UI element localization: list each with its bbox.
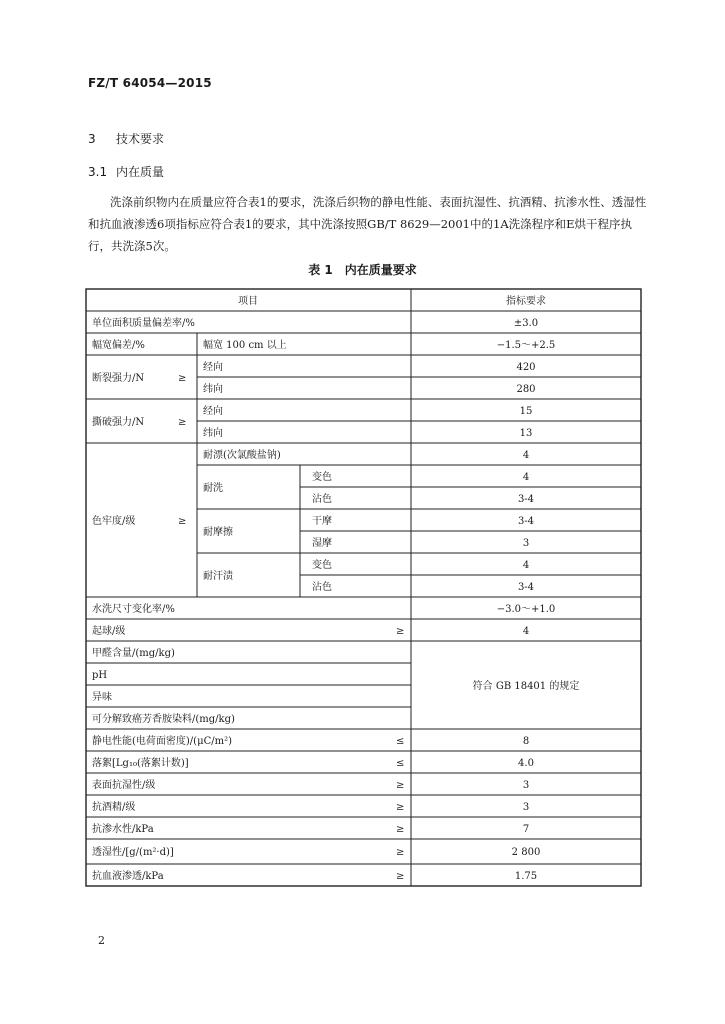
row-colorfast-symbol: ≥	[178, 516, 187, 527]
row-colorfast-rub-wet: 湿摩	[312, 538, 332, 549]
row-width-label: 幅宽偏差/%	[92, 340, 145, 351]
row-colorfast-wash-stain: 沾色	[312, 494, 332, 505]
row-tensile-label: 断裂强力/N	[92, 373, 145, 384]
row-colorfast-label: 色牢度/级	[92, 516, 136, 527]
row-shrink-value: −3.0～+1.0	[496, 604, 556, 615]
row-water-pen-symbol: ≥	[396, 824, 405, 835]
section-3-1-number: 3.1	[88, 165, 108, 179]
row-moisture-symbol: ≥	[396, 847, 405, 858]
row-formaldehyde-label: 甲醛含量/(mg/kg)	[92, 648, 175, 659]
row-colorfast-wash-change-value: 4	[522, 472, 530, 483]
row-width-value: −1.5～+2.5	[496, 340, 556, 351]
row-odor-label: 异味	[92, 692, 112, 703]
standard-code-header: FZ/T 64054—2015	[88, 76, 212, 90]
row-tear-warp-value: 15	[519, 406, 533, 417]
table-caption-title: 内在质量要求	[344, 263, 417, 277]
section-3-number: 3	[88, 132, 96, 146]
row-tensile-warp-value: 420	[516, 362, 536, 373]
row-surface-wet-value: 3	[522, 780, 530, 791]
row-colorfast-sweat-change-value: 4	[522, 560, 530, 571]
row-lint-label: 落絮[Lg₁₀(落絮计数)]	[92, 758, 189, 769]
row-colorfast-sweat-stain: 沾色	[312, 582, 332, 593]
row-colorfast-rub-dry-value: 3-4	[517, 516, 535, 527]
row-tear-symbol: ≥	[178, 417, 187, 428]
requirements-paragraph: 洗涤前织物内在质量应符合表1的要求，洗涤后织物的静电性能、表面抗湿性、抗酒精、抗渗水性、透湿性和抗血液渗透6项指标应符合表1的要求，其中洗涤按照GB/T 8629—2001中的1A洗涤程序和E烘干程序执行，共洗涤5次。	[88, 195, 647, 253]
section-3-title: 技术要求	[116, 132, 165, 146]
row-colorfast-sweat-change: 变色	[312, 560, 332, 571]
row-tensile-symbol: ≥	[178, 373, 187, 384]
row-width-sub: 幅宽 100 cm 以上	[203, 340, 287, 351]
header-requirement: 指标要求	[506, 296, 546, 307]
row-lint-value: 4.0	[518, 758, 534, 769]
row-alcohol-label: 抗酒精/级	[92, 802, 136, 813]
row-gb-group-value: 符合 GB 18401 的规定	[472, 681, 580, 692]
row-pilling-label: 起球/级	[92, 626, 126, 637]
row-surface-wet-label: 表面抗湿性/级	[92, 780, 156, 791]
row-alcohol-symbol: ≥	[396, 802, 405, 813]
row-colorfast-wash: 耐洗	[203, 483, 223, 494]
row-pilling-symbol: ≥	[396, 626, 405, 637]
table-caption-number: 表 1	[308, 263, 333, 277]
row-azo-label: 可分解致癌芳香胺染料/(mg/kg)	[92, 714, 235, 725]
row-colorfast-rub-wet-value: 3	[522, 538, 530, 549]
row-surface-wet-symbol: ≥	[396, 780, 405, 791]
row-tensile-warp: 经向	[203, 362, 223, 373]
row-colorfast-sweat: 耐汗渍	[203, 571, 233, 582]
row-moisture-value: 2 800	[511, 847, 541, 858]
row-shrink-label: 水洗尺寸变化率/%	[92, 604, 175, 615]
row-colorfast-rub: 耐摩擦	[203, 527, 233, 538]
row-water-pen-value: 7	[522, 824, 530, 835]
row-unit-mass-value: ±3.0	[513, 318, 539, 329]
row-static-value: 8	[522, 736, 530, 747]
row-tensile-weft: 纬向	[203, 384, 223, 395]
section-3-1-title: 内在质量	[116, 165, 165, 179]
row-static-label: 静电性能(电荷面密度)/(μC/m²)	[92, 736, 232, 747]
page-number: 2	[98, 934, 105, 947]
table-grid	[86, 289, 641, 886]
row-colorfast-rub-dry: 干摩	[312, 516, 332, 527]
row-tear-weft: 纬向	[203, 428, 223, 439]
row-water-pen-label: 抗渗水性/kPa	[92, 824, 154, 835]
row-blood-symbol: ≥	[396, 871, 405, 882]
row-colorfast-sweat-stain-value: 3-4	[517, 582, 535, 593]
row-lint-symbol: ≤	[396, 758, 405, 769]
row-colorfast-bleach: 耐漂(次氯酸盐钠)	[203, 450, 281, 461]
row-moisture-label: 透湿性/[g/(m²·d)]	[92, 847, 174, 858]
row-tear-warp: 经向	[203, 406, 223, 417]
row-colorfast-wash-change: 变色	[312, 472, 332, 483]
row-blood-label: 抗血液渗透/kPa	[92, 871, 164, 882]
row-colorfast-wash-stain-value: 3-4	[517, 494, 535, 505]
header-item: 项目	[238, 296, 258, 307]
row-tear-label: 撕破强力/N	[92, 417, 145, 428]
row-alcohol-value: 3	[522, 802, 530, 813]
row-pilling-value: 4	[522, 626, 530, 637]
row-tensile-weft-value: 280	[516, 384, 536, 395]
row-unit-mass-label: 单位面积质量偏差率/%	[92, 318, 195, 329]
row-static-symbol: ≤	[396, 736, 405, 747]
row-blood-value: 1.75	[514, 871, 538, 882]
row-tear-weft-value: 13	[519, 428, 533, 439]
row-ph-label: pH	[92, 670, 108, 681]
row-colorfast-bleach-value: 4	[522, 450, 530, 461]
